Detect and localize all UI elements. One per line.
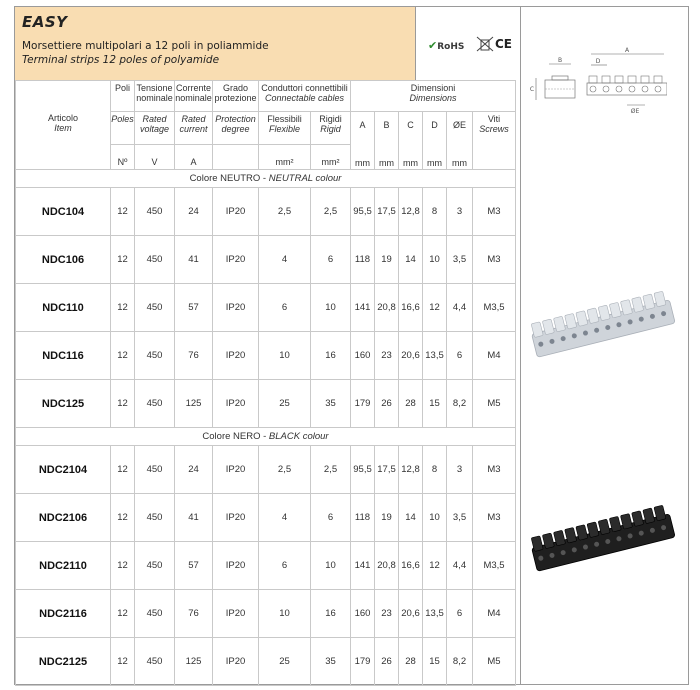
section-header-row — [16, 428, 516, 446]
cell-rigid: 16 — [311, 590, 351, 638]
cell-c: 20,6 — [399, 590, 423, 638]
cell-e: 3,5 — [447, 494, 473, 542]
table-row — [16, 638, 516, 686]
cell-d: 8 — [423, 446, 447, 494]
cell-current: 24 — [175, 446, 213, 494]
cell-current: 76 — [175, 590, 213, 638]
col-header-screws: Viti Screws — [473, 112, 516, 170]
cell-screw: M3 — [473, 188, 516, 236]
cell-c: 20,6 — [399, 332, 423, 380]
cell-rigid: 6 — [311, 236, 351, 284]
item-code: NDC106 — [16, 236, 111, 284]
cell-current: 125 — [175, 380, 213, 428]
cell-voltage: 450 — [135, 446, 175, 494]
cell-poles: 12 — [111, 542, 135, 590]
cell-flex: 6 — [259, 542, 311, 590]
cell-screw: M5 — [473, 638, 516, 686]
section-label: Colore NERO - BLACK colour — [16, 428, 516, 446]
cell-current: 24 — [175, 188, 213, 236]
item-code: NDC2125 — [16, 638, 111, 686]
rohs-mark: ✔RoHS — [428, 39, 465, 52]
cell-e: 8,2 — [447, 380, 473, 428]
cell-c: 12,8 — [399, 188, 423, 236]
cell-b: 19 — [375, 494, 399, 542]
item-code: NDC2104 — [16, 446, 111, 494]
cell-voltage: 450 — [135, 188, 175, 236]
cell-a: 160 — [351, 332, 375, 380]
cell-flex: 6 — [259, 284, 311, 332]
dim-label-b: B — [557, 57, 563, 64]
neutral-strip-image — [527, 283, 675, 363]
cell-c: 28 — [399, 380, 423, 428]
col-header-rigid: Rigidi Rigid — [311, 112, 351, 145]
cell-poles: 12 — [111, 332, 135, 380]
table-row — [16, 188, 516, 236]
cell-c: 16,6 — [399, 542, 423, 590]
cell-a: 95,5 — [351, 188, 375, 236]
unit-voltage: V — [135, 145, 175, 170]
cell-c: 12,8 — [399, 446, 423, 494]
cell-flex: 25 — [259, 380, 311, 428]
cell-d: 12 — [423, 542, 447, 590]
col-header-cables: Conduttori connettibili Connectable cables — [259, 81, 351, 112]
cell-poles: 12 — [111, 284, 135, 332]
black-strip-image — [527, 497, 675, 577]
cell-c: 16,6 — [399, 284, 423, 332]
certification-block — [415, 7, 520, 80]
cell-e: 4,4 — [447, 284, 473, 332]
cell-current: 57 — [175, 542, 213, 590]
cell-flex: 10 — [259, 332, 311, 380]
cell-poles: 12 — [111, 638, 135, 686]
cell-rigid: 2,5 — [311, 446, 351, 494]
col-header-dimensions: Dimensioni Dimensions — [351, 81, 516, 112]
cell-poles: 12 — [111, 188, 135, 236]
col-header-poles-en: Poles — [111, 112, 135, 145]
cell-rigid: 10 — [311, 542, 351, 590]
table-row — [16, 590, 516, 638]
col-header-c: C mm — [399, 112, 423, 170]
col-header-voltage-en: Rated voltage — [135, 112, 175, 145]
cell-a: 179 — [351, 638, 375, 686]
table-row — [16, 284, 516, 332]
cell-ip: IP20 — [213, 542, 259, 590]
col-header-a: A mm — [351, 112, 375, 170]
cell-flex: 4 — [259, 494, 311, 542]
cell-b: 26 — [375, 380, 399, 428]
cell-current: 125 — [175, 638, 213, 686]
dim-label-e: ØE — [630, 108, 640, 115]
col-header-item-spacer — [16, 145, 111, 170]
cell-rigid: 6 — [311, 494, 351, 542]
subtitle-english: Terminal strips 12 poles of polyamide — [22, 54, 220, 66]
item-code: NDC2116 — [16, 590, 111, 638]
ce-mark: CE — [495, 37, 513, 51]
col-header-protection-en: Protection degree — [213, 112, 259, 145]
cell-ip: IP20 — [213, 188, 259, 236]
cell-flex: 25 — [259, 638, 311, 686]
table-row — [16, 446, 516, 494]
cell-d: 8 — [423, 188, 447, 236]
cell-d: 10 — [423, 494, 447, 542]
unit-current: A — [175, 145, 213, 170]
cell-d: 12 — [423, 284, 447, 332]
cell-screw: M3 — [473, 446, 516, 494]
cell-rigid: 35 — [311, 638, 351, 686]
cell-e: 6 — [447, 332, 473, 380]
cell-d: 15 — [423, 638, 447, 686]
table-row — [16, 494, 516, 542]
cell-b: 17,5 — [375, 188, 399, 236]
cell-ip: IP20 — [213, 590, 259, 638]
cell-c: 14 — [399, 494, 423, 542]
cell-b: 20,8 — [375, 284, 399, 332]
cell-a: 141 — [351, 542, 375, 590]
item-code: NDC104 — [16, 188, 111, 236]
cell-rigid: 16 — [311, 332, 351, 380]
weee-bin-icon — [476, 36, 494, 52]
cell-flex: 4 — [259, 236, 311, 284]
cell-rigid: 2,5 — [311, 188, 351, 236]
cell-ip: IP20 — [213, 332, 259, 380]
cell-ip: IP20 — [213, 494, 259, 542]
cell-voltage: 450 — [135, 236, 175, 284]
cell-b: 23 — [375, 590, 399, 638]
unit-protection — [213, 145, 259, 170]
dim-label-a: A — [624, 47, 630, 54]
cell-b: 17,5 — [375, 446, 399, 494]
spec-table — [15, 80, 516, 686]
cell-flex: 2,5 — [259, 188, 311, 236]
unit-poles: Nº — [111, 145, 135, 170]
subtitle-italian: Morsettiere multipolari a 12 poli in poliammide — [22, 40, 269, 52]
col-header-poles: Poli — [111, 81, 135, 112]
cell-e: 3 — [447, 188, 473, 236]
section-header-row — [16, 170, 516, 188]
section-label: Colore NEUTRO - NEUTRAL colour — [16, 170, 516, 188]
cell-screw: M4 — [473, 332, 516, 380]
cell-poles: 12 — [111, 590, 135, 638]
cell-ip: IP20 — [213, 380, 259, 428]
cell-voltage: 450 — [135, 542, 175, 590]
cell-e: 3,5 — [447, 236, 473, 284]
cell-current: 41 — [175, 236, 213, 284]
cell-poles: 12 — [111, 380, 135, 428]
cell-e: 4,4 — [447, 542, 473, 590]
cell-voltage: 450 — [135, 380, 175, 428]
item-code: NDC116 — [16, 332, 111, 380]
cell-a: 118 — [351, 494, 375, 542]
cell-rigid: 35 — [311, 380, 351, 428]
cell-poles: 12 — [111, 494, 135, 542]
cell-screw: M3,5 — [473, 284, 516, 332]
cell-a: 95,5 — [351, 446, 375, 494]
cell-poles: 12 — [111, 446, 135, 494]
check-icon: ✔ — [428, 39, 438, 52]
col-header-flexible: Flessibili Flexible — [259, 112, 311, 145]
cell-voltage: 450 — [135, 590, 175, 638]
item-code: NDC2106 — [16, 494, 111, 542]
cell-ip: IP20 — [213, 284, 259, 332]
cell-rigid: 10 — [311, 284, 351, 332]
cell-voltage: 450 — [135, 494, 175, 542]
cell-voltage: 450 — [135, 638, 175, 686]
col-header-protection: Grado protezione — [213, 81, 259, 112]
cell-poles: 12 — [111, 236, 135, 284]
dim-label-c: C — [529, 86, 535, 93]
unit-flexible: mm² — [259, 145, 311, 170]
cell-d: 13,5 — [423, 332, 447, 380]
cell-d: 13,5 — [423, 590, 447, 638]
cell-a: 160 — [351, 590, 375, 638]
cell-b: 26 — [375, 638, 399, 686]
cell-e: 8,2 — [447, 638, 473, 686]
cell-c: 14 — [399, 236, 423, 284]
cell-d: 10 — [423, 236, 447, 284]
col-header-b: B mm — [375, 112, 399, 170]
title-block — [15, 7, 415, 80]
cell-e: 3 — [447, 446, 473, 494]
col-header-e: ØE mm — [447, 112, 473, 170]
item-code: NDC2110 — [16, 542, 111, 590]
col-header-d: D mm — [423, 112, 447, 170]
cell-b: 19 — [375, 236, 399, 284]
cell-ip: IP20 — [213, 446, 259, 494]
col-header-current: Corrente nominale — [175, 81, 213, 112]
cell-current: 57 — [175, 284, 213, 332]
cell-flex: 10 — [259, 590, 311, 638]
item-code: NDC125 — [16, 380, 111, 428]
cell-screw: M5 — [473, 380, 516, 428]
cell-screw: M3 — [473, 236, 516, 284]
cell-current: 41 — [175, 494, 213, 542]
cell-a: 141 — [351, 284, 375, 332]
col-header-voltage: Tensione nominale — [135, 81, 175, 112]
cell-current: 76 — [175, 332, 213, 380]
cell-a: 179 — [351, 380, 375, 428]
cell-ip: IP20 — [213, 638, 259, 686]
technical-drawing — [527, 45, 667, 120]
dim-label-d: D — [595, 58, 601, 65]
brand-title: EASY — [22, 13, 68, 31]
table-row — [16, 380, 516, 428]
cell-ip: IP20 — [213, 236, 259, 284]
cell-d: 15 — [423, 380, 447, 428]
cell-screw: M4 — [473, 590, 516, 638]
table-row — [16, 332, 516, 380]
cell-flex: 2,5 — [259, 446, 311, 494]
item-code: NDC110 — [16, 284, 111, 332]
cell-screw: M3 — [473, 494, 516, 542]
cell-screw: M3,5 — [473, 542, 516, 590]
table-row — [16, 542, 516, 590]
cell-e: 6 — [447, 590, 473, 638]
table-row — [16, 236, 516, 284]
cell-voltage: 450 — [135, 332, 175, 380]
col-header-item: Articolo Item — [16, 81, 111, 145]
table-body — [16, 170, 516, 686]
cell-c: 28 — [399, 638, 423, 686]
cell-b: 23 — [375, 332, 399, 380]
unit-rigid: mm² — [311, 145, 351, 170]
cell-a: 118 — [351, 236, 375, 284]
col-header-current-en: Rated current — [175, 112, 213, 145]
cell-b: 20,8 — [375, 542, 399, 590]
cell-voltage: 450 — [135, 284, 175, 332]
